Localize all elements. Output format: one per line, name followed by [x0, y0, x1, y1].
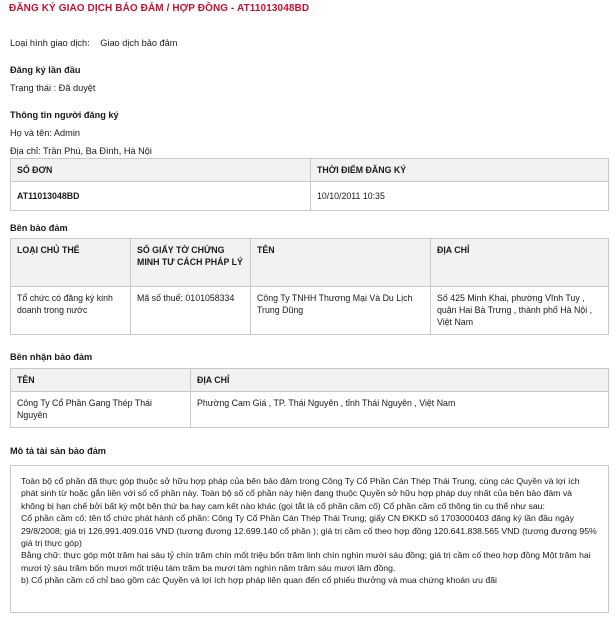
transaction-type-row — [10, 38, 177, 48]
table-header-row — [11, 239, 609, 287]
table-row — [11, 182, 609, 211]
asset-description-paragraph: Cổ phần cầm cố: tên tổ chức phát hành cổ phần: Công Ty Cổ Phần Cán Thép Thái Trung; giấy CN ĐKKD số 1703000403 đăng ký lần đầu ngày 29/8/2008; giá trị 126.991.409.016 VND (tương đương 12.699.140 cổ phần ); giá trị cầm cố theo hợp đồng 120.641.838.565 VND (tương đương 95% giá trị thực góp) — [21, 513, 597, 549]
secured-receiver-address: Phường Cam Giá , TP. Thái Nguyên , tỉnh Thái Nguyên , Việt Nam — [191, 392, 609, 428]
tax-code: Mã số thuế: 0101058334 — [131, 287, 251, 335]
application-number: AT11013048BD — [11, 182, 311, 211]
registration-time: 10/10/2011 10:35 — [311, 182, 609, 211]
secured-receiver-table — [10, 368, 609, 428]
asset-description-paragraph: Toàn bộ cổ phần đã thực góp thuộc sở hữu hợp pháp của bên bảo đảm trong Công Ty Cổ Phần Cán Thép Thái Trung, cùng các Quyền và lợi ích phát sinh từ hoặc gắn liền với số cổ phần này. Toàn bộ số cổ phần này hiện đang thuộc Quyền sở hữu hợp pháp duy nhất của bên bảo đảm và không bị hạn chế bởi bất kỳ một bên thứ ba hay cam kết nào khác (gọi tắt là cổ phần cầm cố) Cổ phần cầm cố thông tin cụ thể như sau: — [21, 476, 580, 511]
asset-description-heading: Mô tả tài sản bảo đảm — [10, 446, 106, 456]
column-header-registration-time: THỜI ĐIỂM ĐĂNG KÝ — [311, 159, 609, 182]
column-header-application-number: SỐ ĐƠN — [11, 159, 311, 182]
registrant-name: Họ và tên: Admin — [10, 128, 80, 138]
column-header-legal-document: SỐ GIẤY TỜ CHỨNG MINH TƯ CÁCH PHÁP LÝ — [131, 239, 251, 287]
asset-description-paragraph: b) Cổ phần cầm cố chỉ bao gồm các Quyền và lợi ích hợp pháp liên quan đến cổ phiếu thưởng và mua chứng khoán ưu đãi — [21, 575, 497, 586]
registrant-table — [10, 158, 609, 211]
page-title: ĐĂNG KÝ GIAO DỊCH BẢO ĐẢM / HỢP ĐỒNG - AT11013048BD — [9, 3, 310, 14]
secured-receiver-heading: Bên nhận bảo đảm — [10, 352, 93, 362]
transaction-type-value: Giao dịch bảo đảm — [100, 38, 178, 48]
first-registration-heading: Đăng ký lần đầu — [10, 65, 81, 75]
table-row — [11, 392, 609, 428]
secured-party-heading: Bên bảo đảm — [10, 223, 68, 233]
column-header-entity-type: LOẠI CHỦ THỂ — [11, 239, 131, 287]
transaction-type-label: Loại hình giao dịch: — [10, 38, 90, 48]
secured-party-address: Số 425 Minh Khai, phường Vĩnh Tuy , quận Hai Bà Trưng , thành phố Hà Nội , Việt Nam — [431, 287, 609, 335]
column-header-name: TÊN — [251, 239, 431, 287]
column-header-name: TÊN — [11, 369, 191, 392]
secured-party-name: Công Ty TNHH Thương Mại Và Du Lịch Trung Dũng — [251, 287, 431, 335]
asset-description-paragraph: Bằng chữ: thực góp một trăm hai sáu tỷ chín trăm chín mốt triệu bốn trăm linh chín nghìn mười sáu đồng; giá trị cầm cố theo hợp đồng Một trăm hai mươi tỷ sáu trăm bốn mươi mốt triệu tám trăm ba mươi tám nghìn năm trăm sáu mươi lăm đồng. — [21, 550, 591, 573]
secured-party-table — [10, 238, 609, 335]
column-header-address: ĐỊA CHỈ — [191, 369, 609, 392]
table-row — [11, 287, 609, 335]
registrant-address: Địa chỉ: Trần Phú, Ba Đình, Hà Nội — [10, 146, 152, 156]
table-header-row — [11, 369, 609, 392]
table-header-row — [11, 159, 609, 182]
registrant-heading: Thông tin người đăng ký — [10, 110, 119, 120]
column-header-address: ĐỊA CHỈ — [431, 239, 609, 287]
secured-receiver-name: Công Ty Cổ Phần Gang Thép Thái Nguyên — [11, 392, 191, 428]
registration-status: Trạng thái : Đã duyệt — [10, 83, 96, 93]
asset-description-box — [10, 465, 609, 613]
entity-type: Tổ chức có đăng ký kinh doanh trong nước — [11, 287, 131, 335]
